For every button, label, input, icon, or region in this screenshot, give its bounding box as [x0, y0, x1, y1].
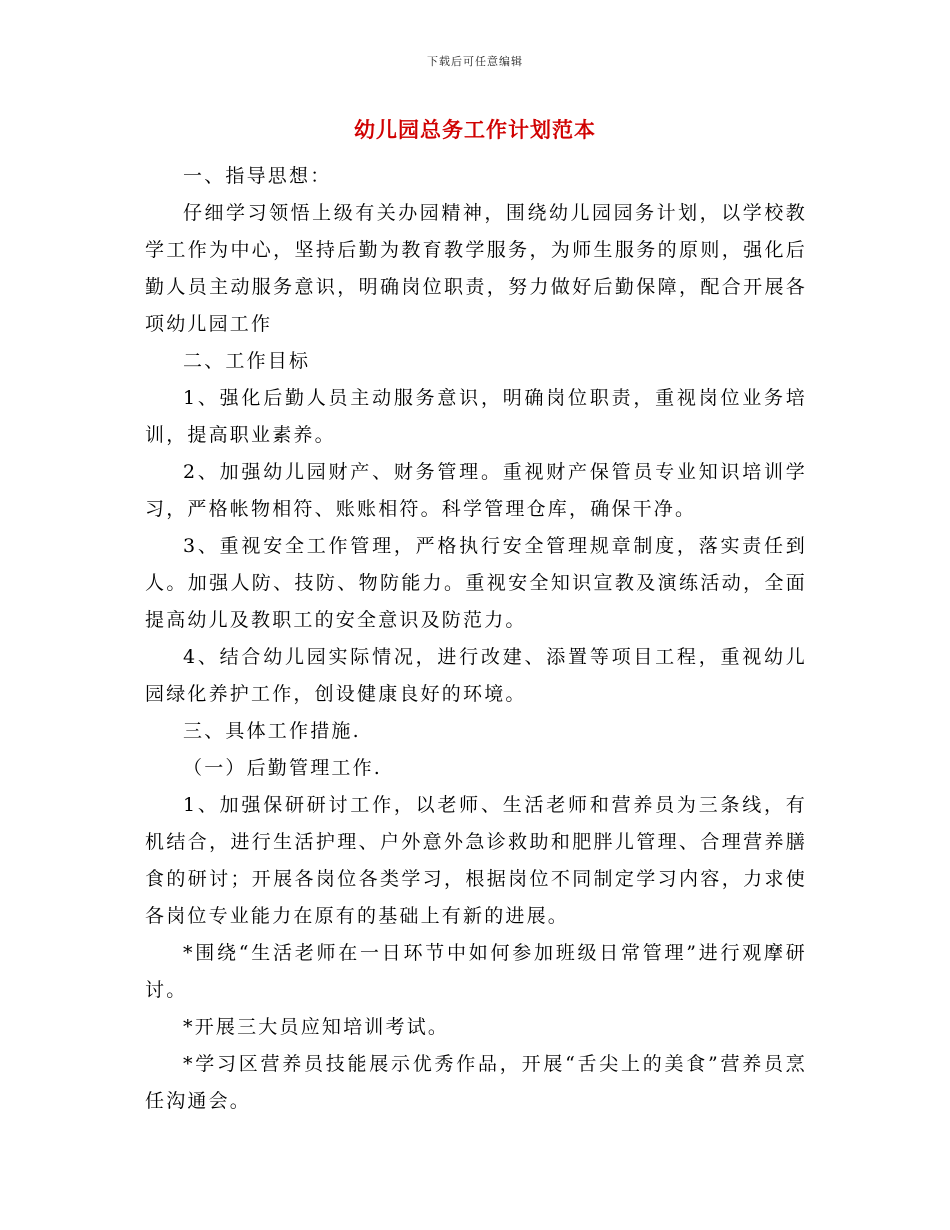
bullet-item-training-exam: *开展三大员应知培训考试。	[183, 1016, 450, 1038]
page-header-note: 下载后可任意编辑	[427, 55, 523, 68]
paragraph-goal-1: 1、强化后勤人员主动服务意识，明确岗位职责，重视岗位业务培训，提高职业素养。	[145, 387, 807, 446]
paragraph-goal-4: 4、结合幼儿园实际情况，进行改建、添置等项目工程，重视幼儿园绿化养护工作，创设健康良好的环境。	[145, 646, 807, 705]
section-heading-guiding-ideology: 一、指导思想：	[183, 165, 332, 187]
section-heading-measures: 三、具体工作措施.	[183, 720, 361, 742]
document-title: 幼儿园总务工作计划范本	[354, 117, 596, 142]
subsection-heading-logistics: （一）后勤管理工作.	[183, 757, 383, 779]
paragraph-goal-2: 2、加强幼儿园财产、财务管理。重视财产保管员专业知识培训学习，严格帐物相符、账账相符。科学管理仓库，确保干净。	[145, 461, 807, 520]
paragraph-measure-1: 1、加强保研研讨工作，以老师、生活老师和营养员为三条线，有机结合，进行生活护理、户外意外急诊救助和肥胖儿管理、合理营养膳食的研讨；开展各岗位各类学习，根据岗位不同制定学习内容，力求使各岗位专业能力在原有的基础上有新的进展。	[145, 794, 807, 927]
bullet-item-nutrition-meeting: *学习区营养员技能展示优秀作品，开展“舌尖上的美食”营养员烹任沟通会。	[145, 1053, 807, 1112]
paragraph-guiding-ideology: 仔细学习领悟上级有关办园精神，围绕幼儿园园务计划，以学校教学工作为中心，坚持后勤为教育教学服务，为师生服务的原则，强化后勤人员主动服务意识，明确岗位职责，努力做好后勤保障，配合开展各项幼儿园工作	[145, 202, 807, 335]
document-body	[145, 158, 807, 1120]
paragraph-goal-3: 3、重视安全工作管理，严格执行安全管理规章制度，落实责任到人。加强人防、技防、物防能力。重视安全知识宣教及演练活动，全面提高幼儿及教职工的安全意识及防范力。	[145, 535, 807, 631]
section-heading-work-goals: 二、工作目标	[183, 350, 311, 372]
bullet-item-observation: *围绕“生活老师在一日环节中如何参加班级日常管理”进行观摩研讨。	[145, 942, 807, 1001]
